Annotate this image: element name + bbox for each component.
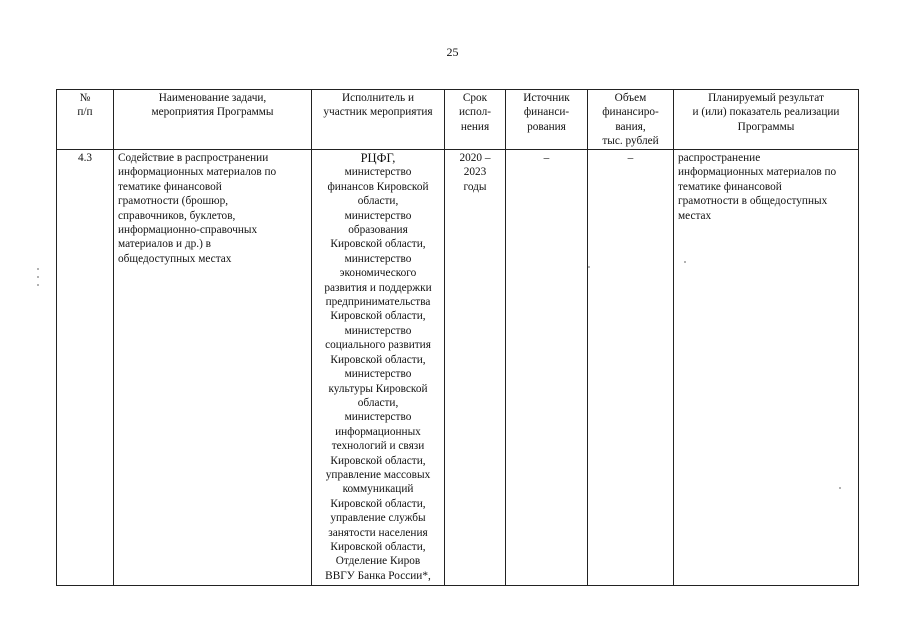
row-volume: –	[588, 150, 674, 586]
text-line: рования	[527, 120, 566, 133]
text-line: грамотности (брошюр,	[118, 195, 229, 208]
text-line: 2020 –	[459, 152, 491, 164]
text-line: Исполнитель и	[341, 92, 415, 104]
text-line: Срок	[462, 92, 488, 104]
text-line: тематике финансовой	[118, 180, 222, 193]
text-line: годы	[463, 180, 487, 193]
scan-speck	[37, 268, 39, 270]
header-executor	[312, 90, 445, 150]
text-line: управление службы	[330, 512, 426, 525]
header-number	[57, 90, 114, 150]
text-line: тыс. рублей	[602, 135, 659, 148]
text-line: 2023	[463, 166, 487, 179]
text-line: вания,	[615, 120, 646, 133]
text-line: участник мероприятия	[323, 106, 433, 119]
page-number: 25	[446, 45, 459, 59]
text-line: местах	[678, 209, 712, 222]
text-line: общедоступных местах	[118, 252, 232, 265]
header-source	[506, 90, 588, 150]
text-line: занятости населения	[328, 526, 428, 539]
text-line: финансиро-	[602, 106, 659, 119]
row-number: 4.3	[57, 150, 114, 586]
text-line: Объем	[614, 92, 647, 104]
text-line: испол-	[458, 106, 491, 119]
header-volume	[588, 90, 674, 150]
text-line: Кировской области,	[330, 353, 426, 366]
text-line: министерство	[344, 368, 412, 381]
text-line: Планируемый результат	[708, 92, 824, 104]
row-task	[114, 150, 312, 586]
text-line: коммуникаций	[342, 483, 414, 496]
text-line: министерство	[344, 166, 412, 179]
text-line: Кировской области,	[330, 238, 426, 251]
row-term	[445, 150, 506, 586]
scan-speck	[37, 276, 39, 278]
text-line: культуры Кировской	[328, 382, 428, 395]
row-source: –	[506, 150, 588, 586]
text-line: развития и поддержки	[324, 281, 432, 294]
text-line: Источник	[523, 92, 570, 104]
scan-speck	[37, 284, 39, 286]
text-line: грамотности в общедоступных	[678, 195, 828, 208]
text-line: справочников, буклетов,	[118, 209, 236, 222]
text-line: Программы	[737, 120, 795, 133]
scan-speck	[839, 487, 841, 489]
text-line: информационных материалов по	[118, 166, 277, 179]
text-line: п/п	[77, 106, 93, 119]
table-row	[57, 150, 859, 586]
program-table	[56, 89, 859, 586]
text-line: технологий и связи	[331, 440, 425, 453]
header-result	[674, 90, 859, 150]
text-line: информационных	[335, 425, 421, 438]
row-executor	[312, 150, 445, 586]
text-line: образования	[348, 224, 408, 237]
table-header-row	[57, 90, 859, 150]
text-line: министерство	[344, 324, 412, 337]
text-line: предпринимательства	[325, 296, 431, 309]
text-line: Отделение Киров	[335, 555, 421, 568]
text-line: Наименование задачи,	[158, 92, 267, 104]
text-line: социального развития	[325, 339, 431, 352]
row-result	[674, 150, 859, 586]
text-line: мероприятия Программы	[151, 106, 274, 119]
text-line: и (или) показатель реализации	[692, 106, 840, 119]
text-line: области,	[357, 195, 399, 208]
text-line: управление массовых	[325, 468, 431, 481]
scan-speck	[588, 266, 590, 268]
text-line: финанси-	[523, 106, 570, 119]
text-line: тематике финансовой	[678, 180, 782, 193]
text-line: Кировской области,	[330, 540, 426, 553]
text-line: материалов и др.) в	[118, 238, 212, 251]
header-term	[445, 90, 506, 150]
text-line: РЦФГ,	[360, 151, 396, 165]
text-line: ВВГУ Банка России*,	[325, 569, 431, 582]
text-line: №	[79, 92, 91, 104]
text-line: Кировской области,	[330, 497, 426, 510]
text-line: финансов Кировской	[327, 180, 429, 193]
text-line: нения	[460, 120, 490, 133]
text-line: области,	[357, 396, 399, 409]
text-line: экономического	[339, 267, 417, 280]
text-line: министерство	[344, 209, 412, 222]
text-line: Содействие в распространении	[118, 152, 269, 164]
header-task	[114, 90, 312, 150]
text-line: информационных материалов по	[678, 166, 837, 179]
text-line: Кировской области,	[330, 310, 426, 323]
text-line: распространение	[678, 152, 761, 164]
text-line: министерство	[344, 411, 412, 424]
scan-speck	[684, 261, 686, 263]
text-line: Кировской области,	[330, 454, 426, 467]
text-line: информационно-справочных	[118, 224, 258, 237]
text-line: министерство	[344, 252, 412, 265]
